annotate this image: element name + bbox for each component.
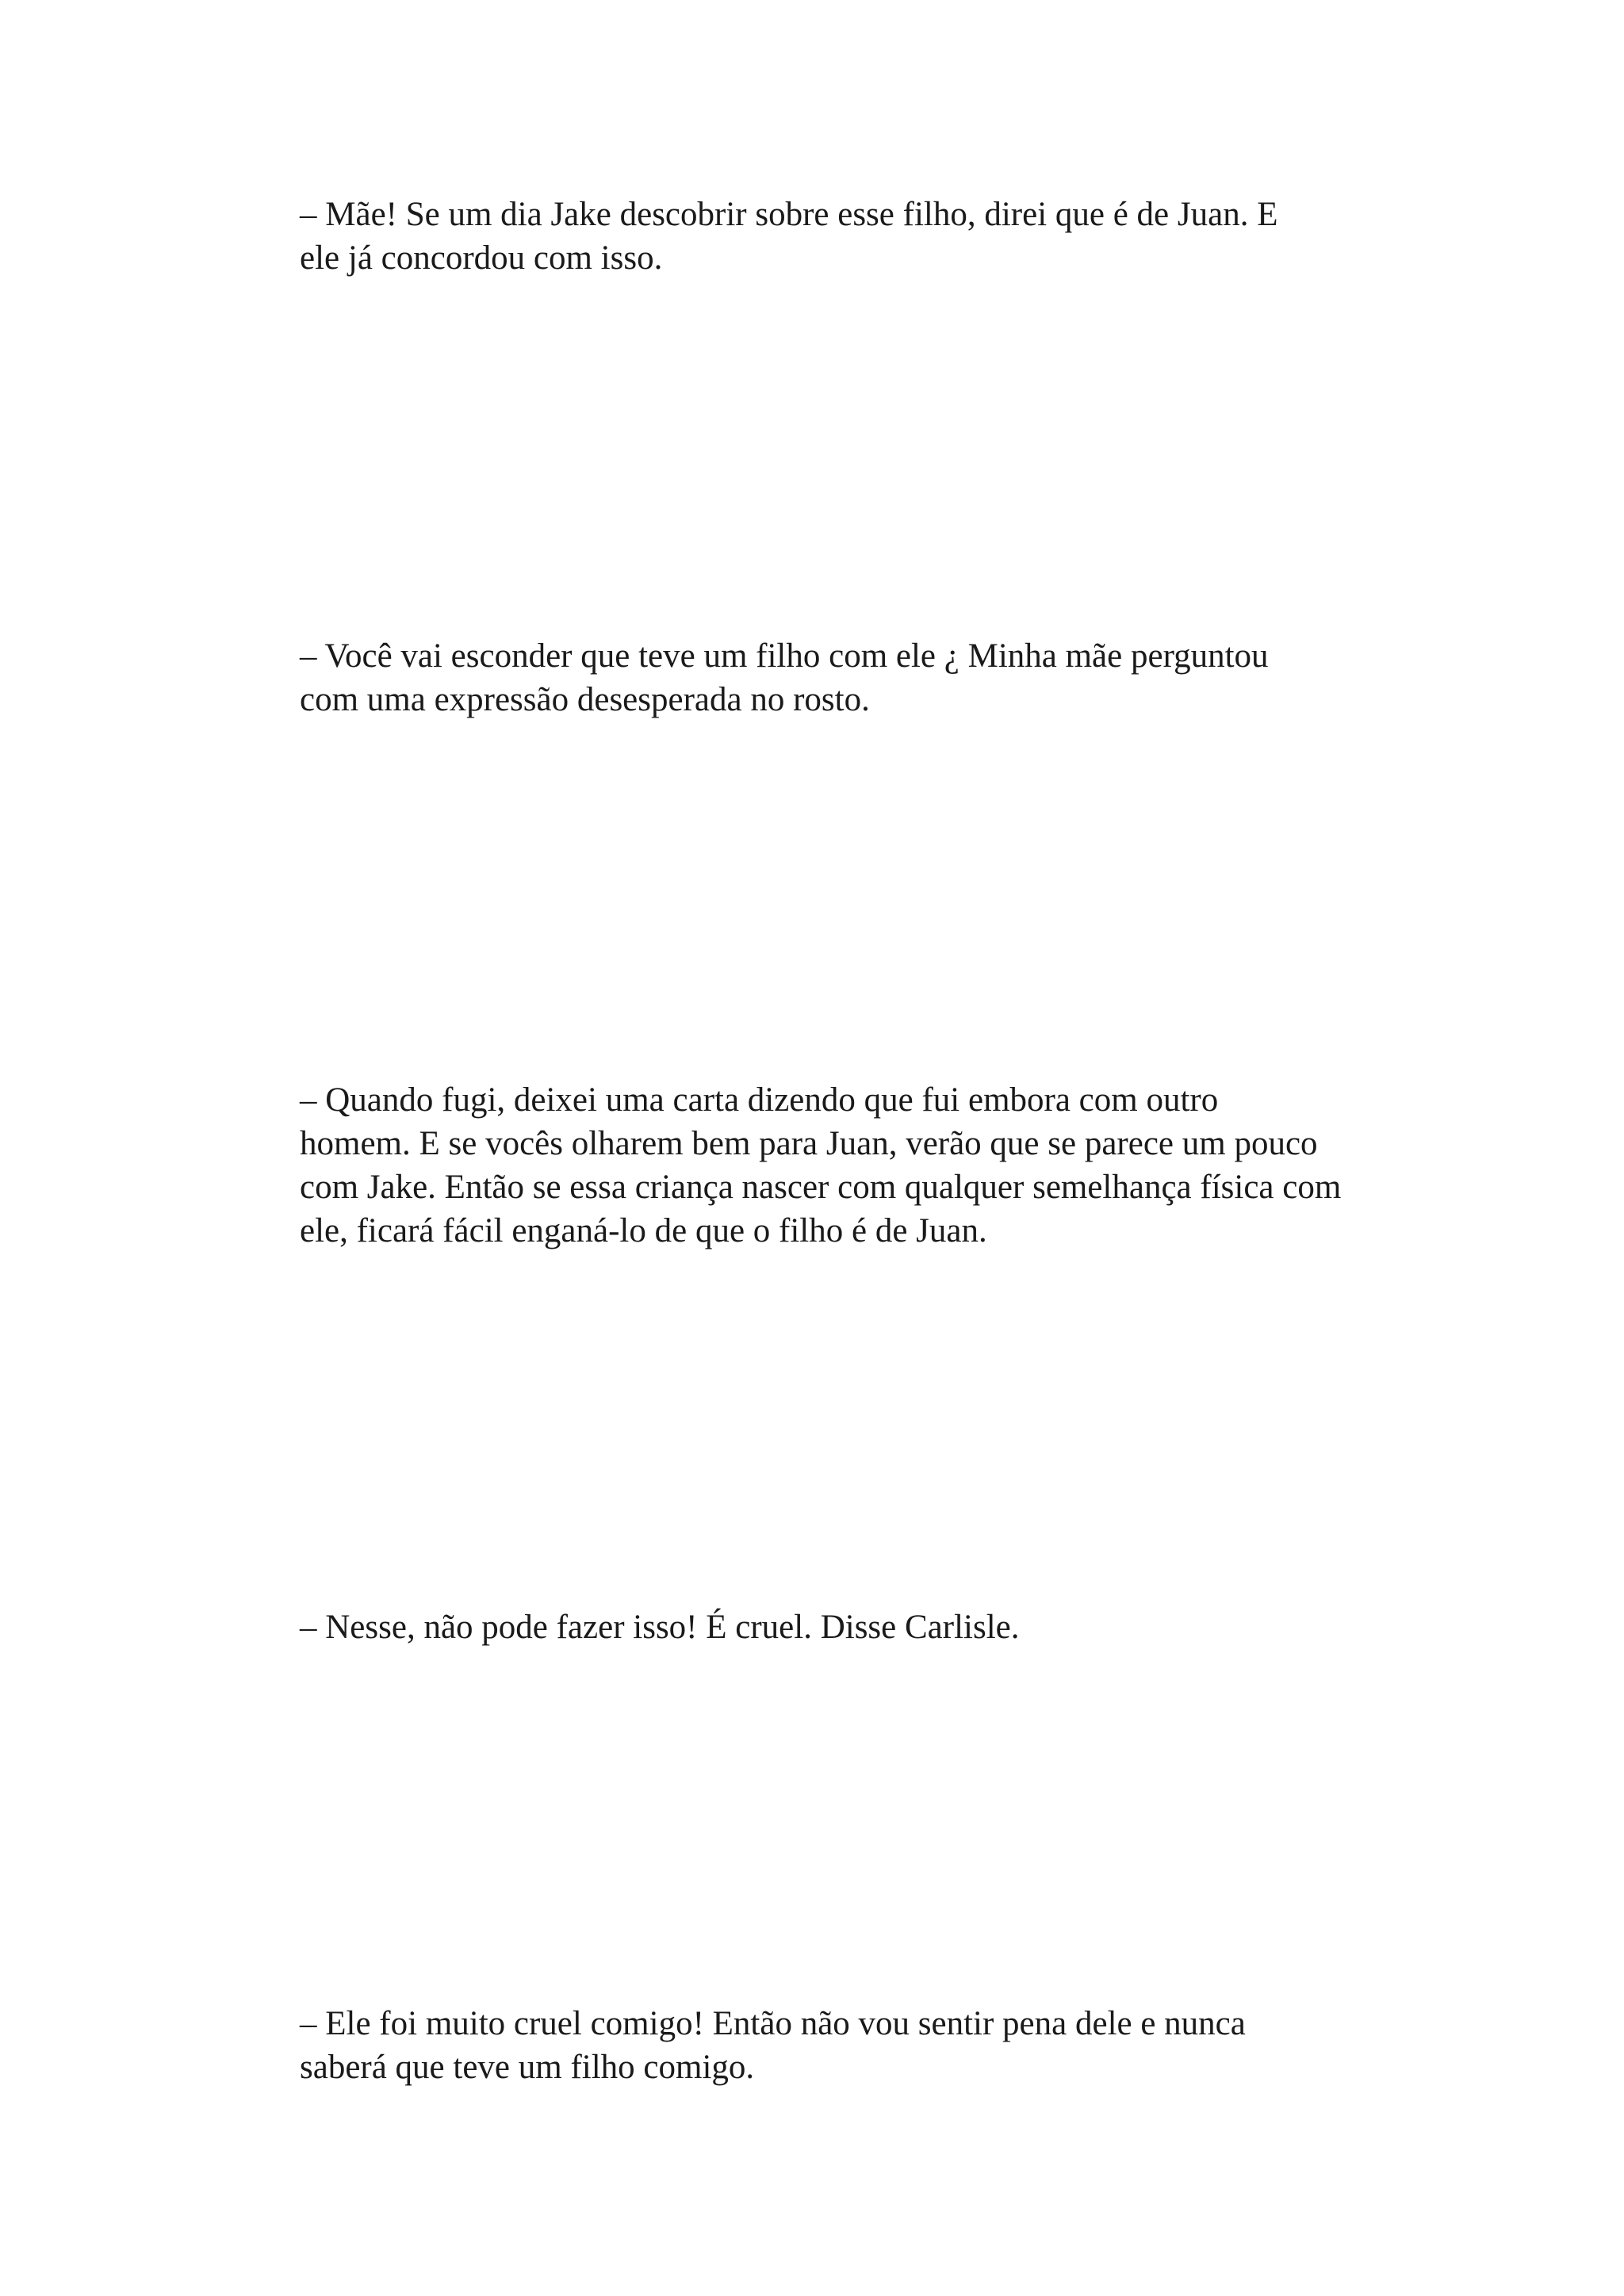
paragraph-3: [235, 1078, 1385, 1253]
paragraph-4-line-1: – Nesse, não pode fazer isso! É cruel. Disse Carlisle.: [300, 1609, 1020, 1646]
paragraph-1-line-1: – Mãe! Se um dia Jake descobrir sobre esse filho, direi que é de Juan. E: [300, 196, 1278, 233]
paragraph-3-line-3: com Jake. Então se essa criança nascer com qualquer semelhança física com: [300, 1169, 1342, 1206]
paragraph-3-line-1: – Quando fugi, deixei uma carta dizendo que fui embora com outro: [300, 1081, 1219, 1119]
paragraph-1-line-2: ele já concordou com isso.: [300, 239, 663, 277]
paragraph-5-line-2: saberá que teve um filho comigo.: [300, 2049, 755, 2086]
paragraph-2-line-2: com uma expressão desesperada no rosto.: [300, 681, 870, 718]
paragraph-2-line-1: – Você vai esconder que teve um filho com ele ¿ Minha mãe perguntou: [300, 637, 1269, 675]
paragraph-5-line-1: – Ele foi muito cruel comigo! Então não vou sentir pena dele e nunca: [300, 2005, 1246, 2042]
paragraph-2: [235, 634, 1385, 721]
paragraph-3-line-4: ele, ficará fácil enganá-lo de que o filho é de Juan.: [300, 1212, 987, 1249]
paragraph-5: [235, 2002, 1385, 2089]
paragraph-3-line-2: homem. E se vocês olharem bem para Juan, verão que se parece um pouco: [300, 1125, 1318, 1162]
paragraph-4: [235, 1605, 1385, 1649]
paragraph-1: [235, 193, 1385, 280]
